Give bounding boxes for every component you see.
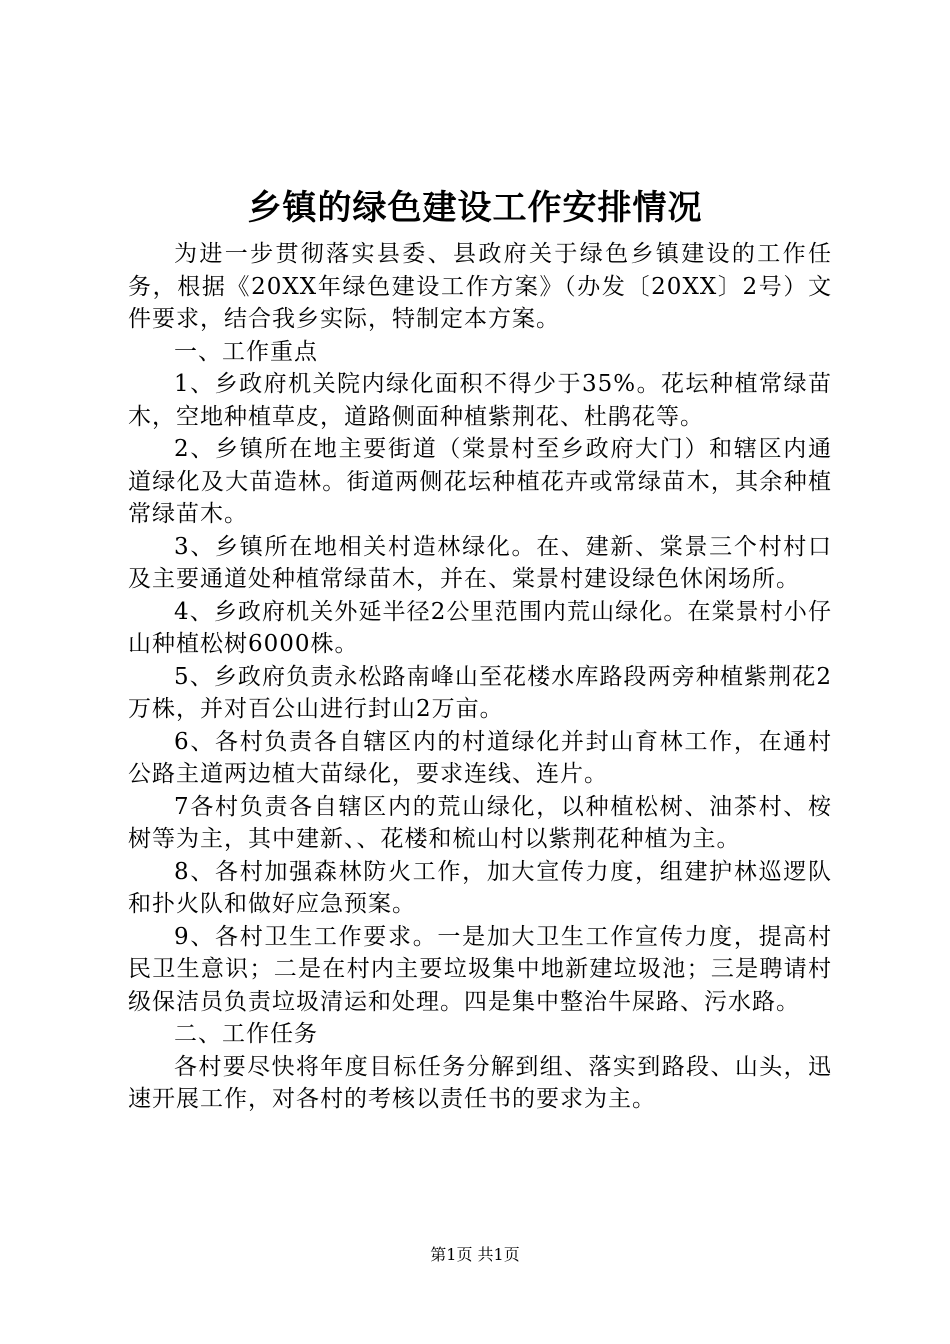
page-footer: 第1页 共1页 bbox=[430, 1245, 520, 1264]
paragraph-item-6: 6、各村负责各自辖区内的村道绿化并封山育林工作，在通村公路主道两边植大苗绿化，要求连线、连片。 bbox=[128, 728, 832, 787]
section-heading-work-focus: 一、工作重点 bbox=[174, 338, 318, 365]
paragraph-intro: 为进一步贯彻落实县委、县政府关于绿色乡镇建设的工作任务，根据《20XX年绿色建设工作方案》（办发〔20XX〕2号）文件要求，结合我乡实际，特制定本方案。 bbox=[128, 241, 832, 332]
paragraph-item-3: 3、乡镇所在地相关村造林绿化。在、建新、棠景三个村村口及主要通道处种植常绿苗木，并在、棠景村建设绿色休闲场所。 bbox=[128, 533, 832, 592]
paragraph-tasks: 各村要尽快将年度目标任务分解到组、落实到路段、山头，迅速开展工作，对各村的考核以责任书的要求为主。 bbox=[128, 1053, 832, 1112]
document-title: 乡镇的绿色建设工作安排情况 bbox=[247, 188, 703, 228]
paragraph-item-2: 2、乡镇所在地主要街道（棠景村至乡政府大门）和辖区内通道绿化及大苗造林。街道两侧花坛种植花卉或常绿苗木，其余种植常绿苗木。 bbox=[128, 436, 832, 527]
paragraph-item-9: 9、各村卫生工作要求。一是加大卫生工作宣传力度，提高村民卫生意识；二是在村内主要垃圾集中地新建垃圾池；三是聘请村级保洁员负责垃圾清运和处理。四是集中整治牛屎路、污水路。 bbox=[128, 923, 832, 1015]
paragraph-item-7: 7各村负责各自辖区内的荒山绿化，以种植松树、油茶村、桉树等为主，其中建新、、花楼和梳山村以紫荆花种植为主。 bbox=[128, 793, 832, 852]
paragraph-item-1: 1、乡政府机关院内绿化面积不得少于35%。花坛种植常绿苗木，空地种植草皮，道路侧面种植紫荆花、杜鹃花等。 bbox=[128, 371, 832, 430]
paragraph-item-4: 4、乡政府机关外延半径2公里范围内荒山绿化。在棠景村小仔山种植松树6000株。 bbox=[128, 598, 832, 657]
paragraph-item-8: 8、各村加强森林防火工作，加大宣传力度，组建护林巡逻队和扑火队和做好应急预案。 bbox=[128, 858, 832, 917]
paragraph-item-5: 5、乡政府负责永松路南峰山至花楼水库路段两旁种植紫荆花2万株，并对百公山进行封山2万亩。 bbox=[128, 663, 832, 722]
section-heading-work-tasks: 二、工作任务 bbox=[174, 1021, 318, 1047]
document-body bbox=[128, 238, 832, 1116]
